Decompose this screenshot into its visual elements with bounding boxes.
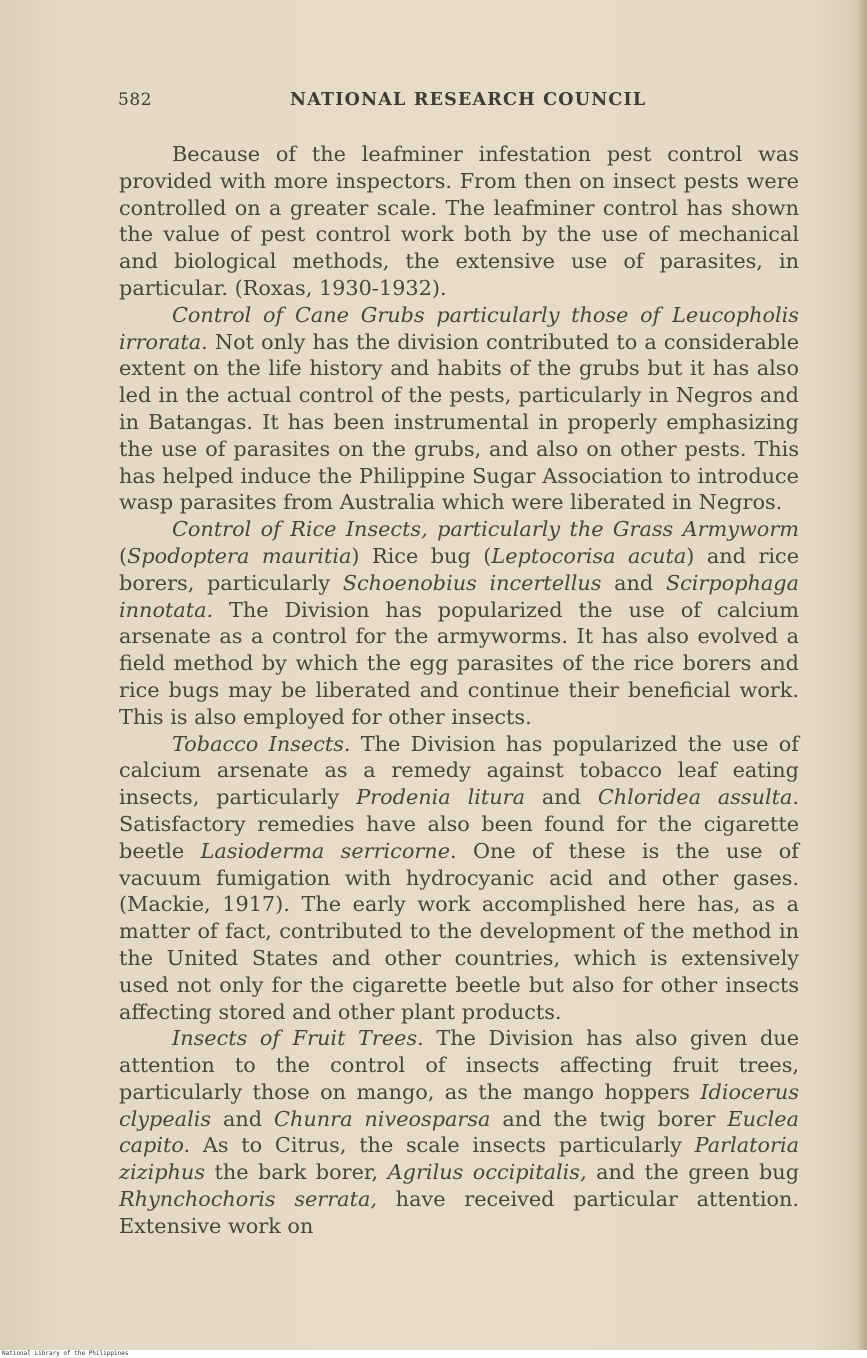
- paragraph-text: Satisfactory remedies have also been found for the cigarette beetle: [119, 811, 799, 863]
- species-name: Chunra niveosparsa: [274, 1106, 491, 1131]
- paragraph-text: (: [119, 543, 128, 568]
- species-name: Prodenia litura: [356, 785, 525, 810]
- paragraph-text: ) Rice bug (: [351, 543, 492, 568]
- paragraph-text: have received particular attention. Extensive work on: [119, 1187, 800, 1238]
- paragraph-text: As to Citrus, the scale insects particularly: [190, 1133, 695, 1158]
- paragraph-text: ) and rice borers, particularly: [119, 543, 799, 595]
- library-credit: National Library of the Philippines: [2, 1350, 129, 1357]
- species-name: Leptocorisa acuta: [491, 543, 687, 568]
- page-header: [118, 90, 798, 116]
- paragraph-text: The Division has popularized the use of calcium arsenate as a control for the armyworms. It has also evolved a field method by which the egg parasites of the rice borers and rice bugs may be liberated and continue their beneficial work. This is also employed for other insects.: [119, 597, 799, 729]
- section-heading: Tobacco Insects.: [172, 731, 351, 756]
- paragraph-text: Not only has the division contributed to a considerable extent on the life history and habits of the grubs but it has also led in the actual control of the pests, particularly in Negros and in Batangas. It has been instrumental in properly emphasizing the use of parasites on the grubs, and also on other pests. This has helped induce the Philippine Sugar Association to introduce wasp parasites from Australia which were liberated in Negros.: [119, 329, 799, 515]
- paragraph-cane-grubs: [119, 302, 799, 516]
- page-number: 582: [118, 90, 152, 110]
- species-name: Idiocerus clypealis: [119, 1079, 799, 1131]
- paragraph-text: The Division has popularized the use of calcium arsenate as a remedy against tobacco leaf eating insects, particularly: [119, 731, 799, 810]
- species-name: Chloridea assulta.: [597, 785, 800, 810]
- paragraph-text: and the green bug: [586, 1160, 800, 1185]
- paragraph-leafminer: [119, 141, 799, 302]
- species-name: Scirpophaga innotata.: [119, 570, 800, 622]
- section-heading: Control of Cane Grubs particularly those of Leucopholis irrorata.: [119, 302, 799, 354]
- paragraph-tobacco-insects: [119, 731, 799, 1026]
- paragraph-text: and: [601, 570, 666, 595]
- species-name: Parlatoria ziziphus: [119, 1133, 799, 1185]
- species-name: Schoenobius incertellus: [342, 570, 602, 595]
- paragraph-text: and the twig borer: [490, 1106, 728, 1131]
- species-name: Euclea capito.: [119, 1106, 799, 1158]
- species-name: Agrilus occipitalis,: [387, 1160, 587, 1185]
- paragraph-text: Because of the leafminer infestation pest control was provided with more inspectors. From then on insect pests were controlled on a greater scale. The leafminer control has shown the value of pest control work both by the use of mechanical and biological methods, the extensive use of parasites, in particular. (Roxas, 1930-1932).: [119, 142, 799, 300]
- species-name: Rhynchochoris serrata,: [119, 1187, 377, 1212]
- page-spine-shadow: [857, 0, 867, 1350]
- section-heading: Control of Rice Insects, particularly the Grass Armyworm: [172, 517, 799, 542]
- paragraph-text: and: [525, 785, 598, 810]
- paragraph-text: The Division has also given due attention to the control of insects affecting fruit trees, particularly those on mango, as the mango hoppers: [119, 1026, 800, 1104]
- paragraph-rice-insects: [119, 516, 799, 730]
- paragraph-text: the bark borer,: [205, 1160, 388, 1185]
- body-text: [119, 141, 799, 1240]
- paragraph-text: One of these is the use of vacuum fumigation with hydrocyanic acid and other gases. (Mackie, 1917). The early work accomplished here has, as a matter of fact, contributed to the development of the method in the United States and other countries, which is extensively used not only for the cigarette beetle but also for other insects affecting stored and other plant products.: [119, 838, 799, 1024]
- species-name: Spodoptera mauritia: [127, 543, 352, 568]
- library-credit-footer: [0, 1350, 867, 1358]
- paragraph-text: and: [211, 1106, 275, 1131]
- paragraph-fruit-tree-insects: [119, 1025, 799, 1239]
- running-title: NATIONAL RESEARCH COUNCIL: [290, 90, 647, 110]
- species-name: Lasioderma serricorne.: [200, 838, 457, 863]
- section-heading: Insects of Fruit Trees.: [172, 1026, 424, 1051]
